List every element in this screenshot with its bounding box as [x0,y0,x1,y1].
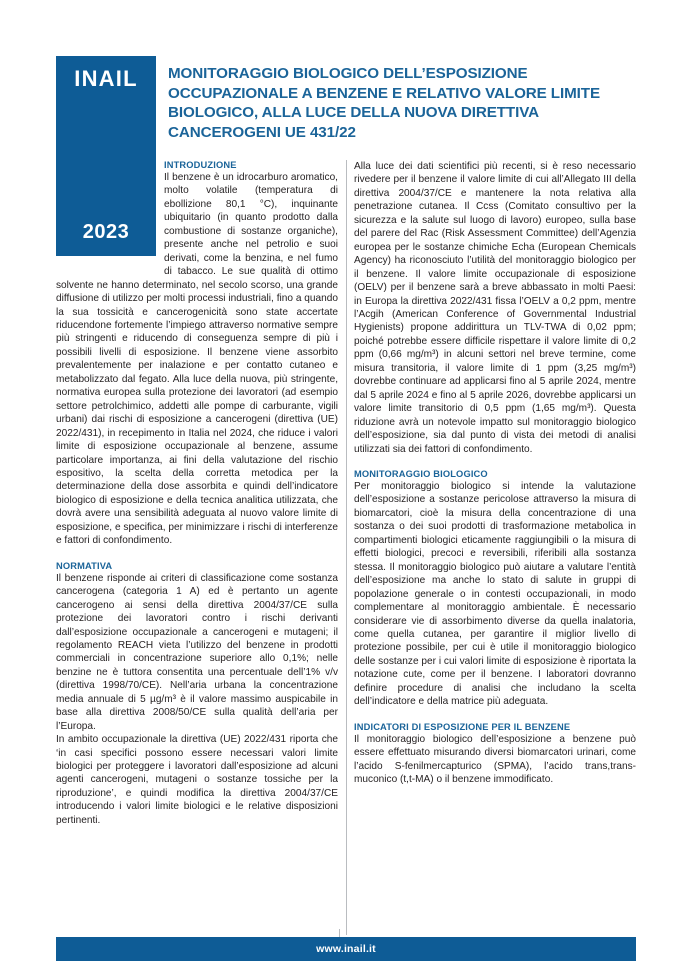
paragraph-normativa-b: In ambito occupazionale la direttiva (UE) 2022/431 riporta che ‘in casi specifici possono essere necessari valori limite biologici per proteggere i lavoratori dall’esposizione ad alcuni agenti cancerogeni, mutageni o sostanze tossiche per la riproduzione’, e quindi modifica la direttiva 2004/37/CE introducendo i valori limite biologici e le relative disposizioni pertinenti. [56,734,338,826]
paragraph-introduzione: Il benzene è un idrocarburo aromatico, molto volatile (temperatura di ebollizione 80,1 °C), inquinante ubiquitario (in quanto prodotto dalla combustione di sostanze organiche), presente anche nel petrolio e suoi derivati, come la benzina, e nel fumo di tabacco. Le sue qualità di ottimo solvente ne hanno determinato, nel secolo scorso, una grande diffusione di utilizzo per molti processi industriali, fino a quando la sua tossicità e cancerogenicità sono state accertate riducendone fortemente l’impiego attraverso normative sempre più stringenti e riducendo di conseguenza sempre di più i possibili livelli di esposizione. Il benzene viene assorbito prevalentemente per inalazione e per contatto cutaneo e metabolizzato dal fegato. Alla luce della nuova, più stringente, normativa europea sulla protezione dei lavoratori (ad esempio settore petrolchimico, addetti alle pompe di carburante, vigili urbani) dai rischi di esposizione a cancerogeni (direttiva (UE) 2022/431), in recepimento in Italia nel 2024, che riduce i valori limite di esposizione occupazionale al benzene, assume particolare importanza, ai fini della valutazione del rischio espositivo, la scelta della corretta metodica per la determinazione della dose assorbita e quindi dell’indicatore biologico di esposizione e della tecnica analitica utilizzata, che dovrà avere una sensibilità adeguata al nuovo valore limite di esposizione, e specifica, per minimizzare i rischi di interferenze e fattori di confondimento. [56,172,338,547]
left-column [56,160,338,827]
paragraph-indicatori-esposizione: Il monitoraggio biologico dell’esposizione a benzene può essere effettuato misurando diversi biomarcatori urinari, come l’acido S-fenilmercapturico (SPMA), l’acido trans,trans-muconico (t,t-MA) o il benzene immodificato. [354,733,636,786]
paragraph-normativa-continued: Alla luce dei dati scientifici più recenti, si è reso necessario rivedere per il benzene il valore limite di cui all’Allegato III della direttiva 2004/37/CE e mantenere la nota relativa alla penetrazione cutanea. Il Ccss (Comitato consultivo per la sicurezza e la salute sul luogo di lavoro) europeo, sulla base del parere del Rac (Risk Assessment Committee) dell’Agenzia europea per le sostanze chimiche Echa (European Chemicals Agency) ha riconosciuto l’utilità del monitoraggio biologico per il benzene. Il valore limite occupazionale di esposizione (OELV) per il benzene sarà a breve abbassato in molti Paesi: in Europa la direttiva 2022/431 fissa l’OELV a 0,2 ppm, mentre l’Acgih (American Conference of Governmental Industrial Hygienists) propone addirittura un TLV-TWA di 0,02 ppm; poiché potrebbe essere difficile rispettare il valore limite di 0,2 ppm (0,66 mg/m³) in alcuni settori nel breve termine, come misura transitoria, il valore limite di 1 ppm (3,25 mg/m³) dovrebbe continuare ad applicarsi fino al 5 aprile 2024, mentre dal 5 aprile 2024 e fino al 5 aprile 2026, dovrebbe applicarsi un valore limite transitorio di 0,5 ppm (1,65 mg/m³). Questa riduzione avrà un notevole impatto sul monitoraggio biologico dell’esposizione, sia dal punto di vista dei metodi di analisi utilizzati sia dei fattori di confondimento. [354,161,636,455]
paragraph-monitoraggio-biologico: Per monitoraggio biologico si intende la valutazione dell’esposizione a sostanze pericolose attraverso la misura di biomarcatori, cioè la misura della concentrazione di una sostanza o dei suoi prodotti di trasformazione metabolica in compartimenti biologici eticamente raggiungibili o la misura di effetti biologici, precoci e reversibili, riferibili alla sostanza stessa. Il monitoraggio biologico può aiutare a valutare l’entità dell’esposizione ma anche lo stato di salute in gruppi di popolazione generale o in contesti occupazionali, in modo complementare al monitoraggio ambientale. È necessario considerare vie di assorbimento diverse da quella inalatoria, come quella cutanea, per garantire il miglior livello di protezione possibile, per cui è utile il monitoraggio biologico delle sostanze per i cui valori limite di esposizione è riportata la notazione cute, come per il benzene. I laboratori dovranno definire procedure di analisi che includano la scelta dell’indicatore e della matrice più adeguata. [354,480,636,708]
paragraph-normativa-a: Il benzene risponde ai criteri di classificazione come sostanza cancerogena (categoria 1 A) ed è pertanto un agente cancerogeno ai sensi della direttiva 2004/37/CE sulla protezione dei lavoratori contro i rischi derivanti dall’esposizione occupazionale a cancerogeni e mutageni; il regolamento REACH vieta l’utilizzo del benzene in prodotti commerciali in concentrazione superiore allo 0,1%; nelle benzine ne è tuttora consentita una percentuale dell’1% v/v (direttiva 1998/70/CE). Nell’aria urbana la concentrazione media annuale di 5 µg/m³ è il valore massimo auspicabile in base alla direttiva 2008/50/CE sulla qualità dell’aria per l’Europa. [56,572,338,732]
section-heading-introduzione: INTRODUZIONE [164,160,237,170]
right-column [354,160,636,786]
page-title: MONITORAGGIO BIOLOGICO DELL’ESPOSIZIONE OCCUPAZIONALE A BENZENE E RELATIVO VALORE LIMITE BIOLOGICO, ALLA LUCE DELLA NUOVA DIRETTIVA CANCEROGENI UE 431/22 [168,65,600,141]
column-divider [346,160,347,935]
document-body [56,160,636,935]
inail-logo: INAIL [74,66,138,91]
logo-text-wrap-spacer [56,160,164,270]
section-heading-indicatori-esposizione: INDICATORI DI ESPOSIZIONE PER IL BENZENE [354,721,571,732]
section-heading-monitoraggio-biologico: MONITORAGGIO BIOLOGICO [354,468,488,479]
publication-year: 2023 [82,221,130,243]
section-heading-normativa: NORMATIVA [56,560,113,571]
footer-url[interactable]: www.inail.it [316,943,376,955]
document-footer [56,937,636,961]
